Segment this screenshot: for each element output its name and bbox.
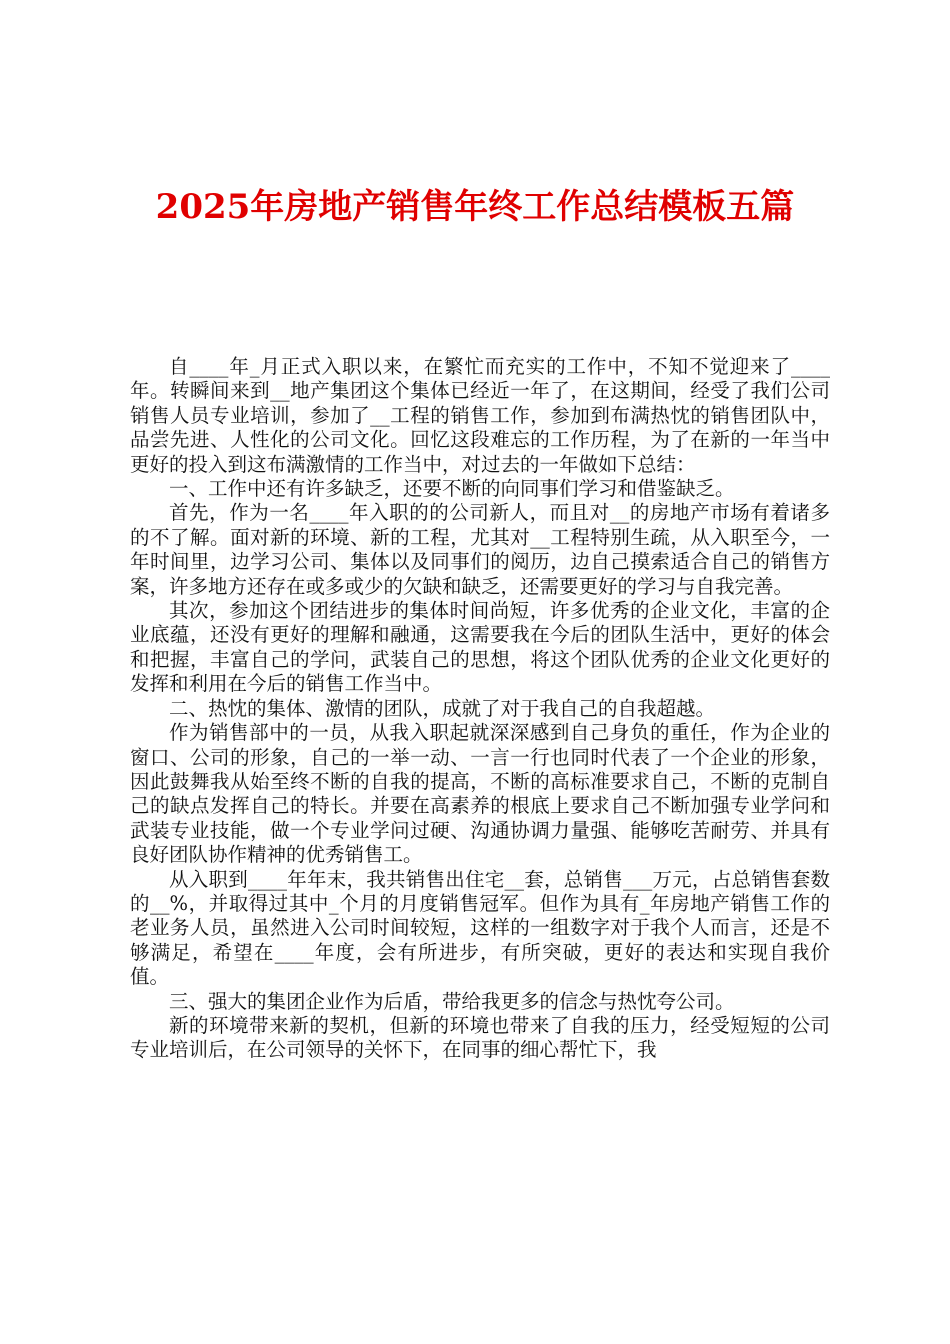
paragraph-section-2-heading: 二、热忱的集体、激情的团队，成就了对于我自己的自我超越。: [169, 696, 716, 720]
paragraph-section-3-heading: 三、强大的集团企业作为后盾，带给我更多的信念与热忱夸公司。: [169, 989, 735, 1013]
paragraph-sales-results: 从入职到____年年末，我共销售出住宅__套，总销售___万元，占总销售套数的__%，并取得过其中_个月的月度销售冠军。但作为具有_年房地产销售工作的老业务人员，虽然进入公司时间较短，这样的一组数字对于我个人而言，还是不够满足，希望在____年度，会有所进步，有所突破，更好的表达和实现自我价值。: [130, 867, 830, 989]
paragraph-section-1-heading: 一、工作中还有许多缺乏，还要不断的向同事们学习和借鉴缺乏。: [169, 477, 735, 501]
document-body: [130, 355, 830, 1063]
paragraph-sales-role: 作为销售部中的一员，从我入职起就深深感到自己身负的重任，作为企业的窗口、公司的形象，自己的一举一动、一言一行也同时代表了一个企业的形象，因此鼓舞我从始至终不断的自我的提高，不断的高标准要求自己，不断的克制自己的缺点发挥自己的特长。并要在高素养的根底上要求自己不断加强专业学问和武装专业技能，做一个专业学问过硬、沟通协调力量强、能够吃苦耐劳、并具有良好团队协作精神的优秀销售工。: [130, 721, 830, 867]
paragraph-first-point: 首先，作为一名____年入职的的公司新人，而且对__的房地产市场有着诸多的不了解。面对新的环境、新的工程，尤其对__工程特别生疏，从入职至今，一年时间里，边学习公司、集体以及同事们的阅历，边自己摸索适合自己的销售方案，许多地方还存在或多或少的欠缺和缺乏，还需要更好的学习与自我完善。: [130, 501, 830, 598]
paragraph-intro: 自____年_月正式入职以来，在繁忙而充实的工作中，不知不觉迎来了____年。转瞬间来到__地产集团这个集体已经近一年了，在这期间，经受了我们公司销售人员专业培训，参加了__工程的销售工作，参加到布满热忱的销售团队中，品尝先进、人性化的公司文化。回忆这段难忘的工作历程，为了在新的一年当中更好的投入到这布满激情的工作当中，对过去的一年做如下总结：: [130, 355, 830, 476]
paragraph-new-environment: 新的环境带来新的契机，但新的环境也带来了自我的压力，经受短短的公司专业培训后，在公司领导的关怀下，在同事的细心帮忙下，我: [130, 1013, 830, 1062]
document-title: 2025年房地产销售年终工作总结模板五篇: [155, 187, 795, 227]
paragraph-second-point: 其次，参加这个团结进步的集体时间尚短，许多优秀的企业文化，丰富的企业底蕴，还没有更好的理解和融通，这需要我在今后的团队生活中，更好的体会和把握，丰富自己的学问，武装自己的思想，将这个团队优秀的企业文化更好的发挥和利用在今后的销售工作当中。: [130, 599, 830, 696]
